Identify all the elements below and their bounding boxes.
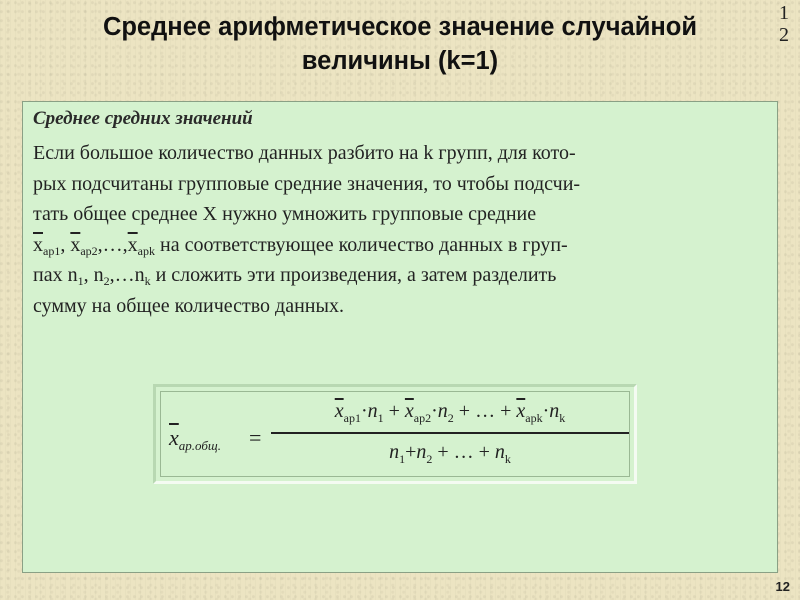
- subscript: k: [504, 452, 511, 466]
- multiply-dot: ·: [431, 400, 438, 422]
- body-line-1: Если большое количество данных разбито на k групп, для кото-: [33, 142, 576, 164]
- x-bar-symbol: $\overline{x}$: [334, 400, 344, 422]
- n-symbol: n: [416, 441, 427, 463]
- subscript: ap2: [413, 411, 432, 425]
- n-symbol: n: [437, 400, 448, 422]
- subscript: apk: [525, 411, 543, 425]
- content-box: [22, 101, 778, 573]
- n-symbol: n: [549, 400, 560, 422]
- text-span: и сложить эти произведения, а затем разделить: [150, 264, 557, 287]
- x-bar-symbol: $\overline{x}$: [404, 400, 414, 422]
- page-number-bottom: 12: [775, 579, 790, 594]
- slide-title-line2: величины (k=1): [301, 47, 499, 75]
- ellipsis-plus: + … +: [432, 441, 495, 463]
- subscript: 2: [426, 452, 433, 466]
- subscript: 2: [447, 411, 454, 425]
- ellipsis-plus: + … +: [453, 400, 517, 422]
- text-span: , n: [83, 264, 104, 287]
- subscript: ap1: [43, 243, 61, 258]
- fraction-bar: [271, 432, 629, 434]
- x-bar-symbol: $\overline{x}$: [516, 400, 526, 422]
- separator: ,…,: [97, 233, 128, 256]
- formula-inner-frame: [160, 391, 630, 477]
- subscript: ap.общ.: [178, 438, 221, 453]
- subscript: ap1: [343, 411, 361, 425]
- body-line-4: [33, 230, 763, 261]
- subscript: 2: [103, 274, 110, 289]
- subscript: apk: [137, 243, 155, 258]
- body-line-3: тать общее среднее X нужно умножить групповые средние: [33, 203, 537, 226]
- x-bar-symbol: $\overline{x}$: [169, 425, 179, 450]
- n-symbol: n: [367, 400, 378, 422]
- formula-denominator: [271, 441, 629, 464]
- x-bar-symbol: $\overline{x}$: [33, 233, 43, 256]
- formula-lhs: [169, 425, 221, 451]
- x-bar-symbol: $\overline{x}$: [70, 233, 81, 256]
- subscript: 1: [77, 274, 84, 289]
- text-span: ,…n: [109, 264, 145, 287]
- plus-sign: +: [405, 441, 417, 463]
- n-symbol: n: [494, 441, 505, 463]
- multiply-dot: ·: [542, 400, 550, 422]
- text-span: пах n: [33, 264, 78, 287]
- page-number-top-digit1: 1: [779, 2, 789, 24]
- subscript: k: [144, 274, 151, 289]
- formula-numerator: [271, 400, 629, 423]
- subscript: k: [559, 411, 566, 425]
- formula-box: [153, 384, 637, 484]
- multiply-dot: ·: [360, 400, 368, 422]
- subscript: 1: [399, 452, 406, 466]
- text-span: на соответствующее количество данных в груп-: [154, 233, 568, 256]
- page-number-top-digit2: 2: [779, 24, 789, 46]
- subscript: 1: [377, 411, 384, 425]
- page-number-top: [776, 2, 792, 46]
- body-paragraph: [33, 138, 763, 322]
- section-heading: Среднее средних значений: [33, 108, 253, 129]
- separator: ,: [60, 233, 71, 256]
- body-line-6: сумму на общее количество данных.: [33, 294, 344, 317]
- x-bar-symbol: $\overline{x}$: [127, 233, 138, 256]
- slide-title: [0, 10, 800, 78]
- subscript: ap2: [80, 243, 98, 258]
- n-symbol: n: [389, 441, 400, 463]
- plus-sign: +: [383, 400, 405, 422]
- body-line-5: [33, 260, 763, 291]
- body-line-2: рых подсчитаны групповые средние значения, то чтобы подсчи-: [33, 172, 581, 195]
- formula-equals: =: [249, 425, 262, 450]
- slide-title-line1: Среднее арифметическое значение случайной: [102, 13, 698, 41]
